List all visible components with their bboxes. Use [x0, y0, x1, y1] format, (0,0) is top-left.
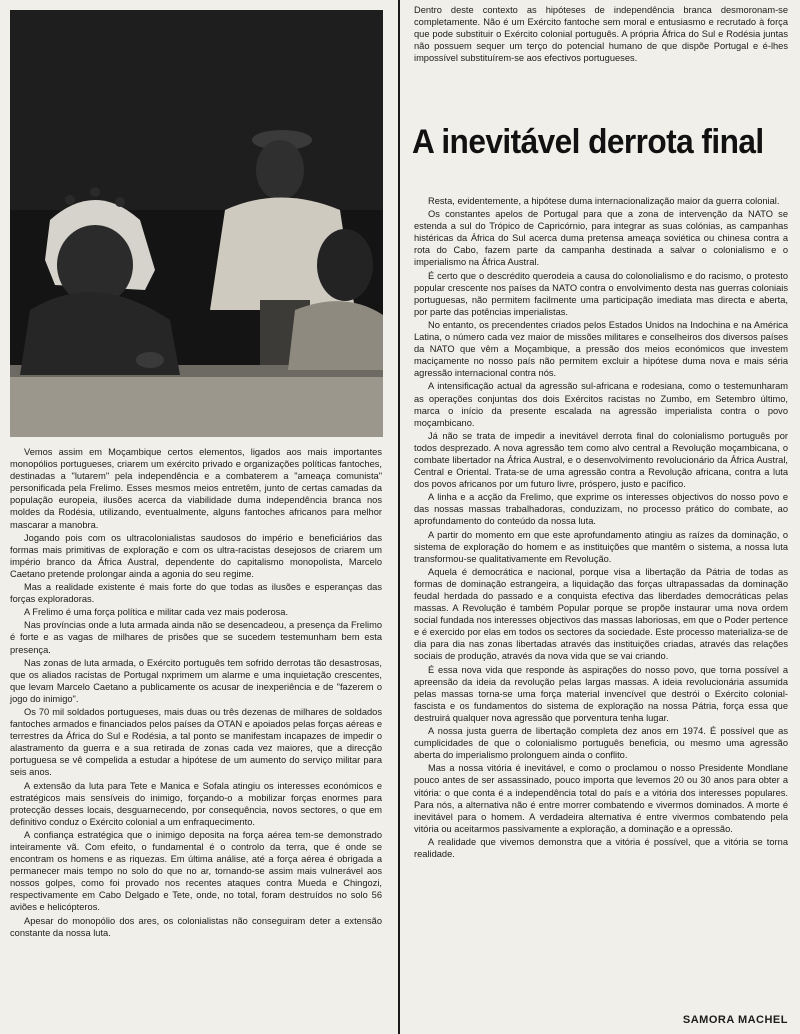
left-column-text — [10, 446, 382, 940]
paragraph: A linha e a acção da Frelimo, que exprime os interesses objectivos do nosso povo e das nossas massas trabalhadoras, conduzizam, no processo prático do combate, ao aprofundamento do conteúdo da nossa luta. — [414, 492, 788, 527]
paragraph: Vemos assim em Moçambique certos elementos, ligados aos mais importantes monopólios portugueses, criarem um exército privado e organizações políticas fantoches, destinadas a "lutarem" pela independência e a combaterem a "ameaça comunista" personificada pela Frelimo. Esses mesmos meios entretêm, junto de certas camadas da população europeia, ilusões acerca da viabilidade duma independência branca nos moldes da Rodésia, utilizando, eventualmente, alguns fantoches africanos para melhor mascarar a manobra. — [10, 447, 382, 530]
right-top-text — [414, 4, 788, 65]
paragraph: Resta, evidentemente, a hipótese duma internacionalização maior da guerra colonial. — [428, 196, 780, 206]
paragraph: Aquela é democrática e nacional, porque visa a libertação da Pátria de todas as formas de dominação estrangeira, a liquidação das forças ultrapassadas da dominação feudal herdada do passado e a conquista efectiva das liberdades democráticas pelas massas. A Revolução é também Popular porque se propõe instaurar uma nova ordem social fundada nos interesses objectivos das massas laboriosas, em que o Poder pertence e é exercido por elas em todos os sectores da sociedade. Este processo materializa-se de dia para dia nas zonas libertadas através das instituições criadas, através das relações sociais de produção, através da nova vida que se vai criando. — [414, 566, 788, 662]
paragraph: Jogando pois com os ultracolonialistas saudosos do império e beneficiários das formas mais primitivas de exploração e com os ultra-racistas desejosos de criarem um império branco da África Austral, dependente do capitalismo monopolista, Marcelo Caetano pretende prolongar ainda a agonia do seu regime. — [10, 532, 382, 579]
photo-image — [10, 10, 383, 437]
article-title: A inevitável derrota final — [412, 123, 764, 161]
column-divider — [398, 0, 400, 1034]
paragraph: A extensão da luta para Tete e Manica e Sofala atingiu os interesses económicos e estratégicos mais sensíveis do inimigo, forçando-o a mobilizar forças enormes para protecção desses locais, desguarnecendo, por consequência, novos sectores, o que em definitivo conduz o Exército colonial a um enfraquecimento. — [10, 780, 382, 827]
paragraph: A intensificação actual da agressão sul-africana e rodesiana, como o testemunharam as operações conjuntas dos dois Exércitos racistas no Zumbo, em Setembro último, marca o início da presente escalada na agressão imperialista contra o povo moçambicano. — [414, 381, 788, 428]
paragraph: Os constantes apelos de Portugal para que a zona de intervenção da NATO se estenda a sul do Trópico de Capricórnio, para integrar as suas colónias, as campanhas histéricas da África do Sul acerca duma pretensa ameaça soviética ou chinesa contra a rota do Cabo, fazem parte da campanha destinada a salvar o colonialismo e o imperialismo na África Austral. — [414, 209, 788, 268]
paragraph: Nas províncias onde a luta armada ainda não se desencadeou, a presença da Frelimo é forte e as vagas de milhares de prisões que se sucedem testemunham bem esta presença. — [10, 620, 382, 655]
paragraph: Os 70 mil soldados portugueses, mais duas ou três dezenas de milhares de soldados fantoches armados e financiados pelos países da OTAN e apoiados pelas forças aéreas e terrestres da África do Sul e Rodésia, a tal ponto se manifestam incapazes de impedir o alastramento da guerra e a sua retirada de zonas cada vez maiores, que a direcção portuguesa se vê compelida a estudar a hipótese de um aumento do serviço militar para seis anos. — [10, 706, 382, 778]
paragraph: Mas a realidade existente é mais forte do que todas as ilusões e esperanças das forças exploradoras. — [10, 582, 382, 605]
paragraph: A realidade que vivemos demonstra que a vitória é possível, que a vitória se torna realidade. — [414, 836, 788, 859]
paragraph: A confiança estratégica que o inimigo deposita na força aérea tem-se demonstrado inteiramente vã. Com efeito, o fundamental é o controlo da terra, que é onde se encontram os homens e as riquezas. Em última análise, até a força aérea é obrigada a permanecer mais tempo no solo do que no ar, tornando-se assim mais vulnerável aos nossos golpes, como foi provado nos recentes ataques contra Mueda e Chingozi, respectivamente em Cabo Delgado e Tete, onde, no total, foram destruídos no solo 56 aviões e helicópteros. — [10, 829, 382, 913]
paragraph: Já não se trata de impedir a inevitável derrota final do colonialismo português por todos desprezado. A nova agressão tem como alvo central a Revolução moçambicana, o combate libertador na África Austral, e o desenvolvimento revolucionário da África Austral, Central e Oriental. Trata-se de uma agressão contra a Revolução africana, contra a luta dos povos africanos por um futuro livre, próspero, justo e pacífico. — [414, 430, 788, 490]
paragraph: É certo que o descrédito querodeia a causa do colonolialismo e do racismo, o protesto popular crescente nos países da NATO contra o envolvimento desta nas guerras coloniais portuguesas, não permitem facilmente uma participação imediata mas directa e aberta, por parte das potências imperialistas. — [414, 270, 788, 317]
paragraph: Dentro deste contexto as hipóteses de independência branca desmoronam-se completamente. Não é um Exército fantoche sem moral e entusiasmo e recrutado à força que pode substituir o Exército colonial português. A própria África do Sul e Rodésia juntas não possuem sequer um terço do potencial humano de que dispõe Portugal e é-lhes impossível substituírem-se aos efectivos portugueses. — [414, 5, 788, 64]
paragraph: É essa nova vida que responde às aspirações do nosso povo, que torna possível a apreensão da ideia da revolução pelas largas massas. A ideia revolucionária assumida pelas massas torna-se uma força material invencível que destrói o Exército colonial-fascista e os fundamentos do sistema de exploração na nossa Pátria, força essa que destruirá qualquer nova agressão que porventura tenha lugar. — [414, 664, 788, 723]
author-signature: SAMORA MACHEL — [682, 1014, 788, 1026]
photo-guerrilla-fighters — [10, 10, 383, 437]
right-main-text — [414, 195, 788, 861]
paragraph: A nossa justa guerra de libertação completa dez anos em 1974. É possível que as cumplicidades de que o colonialismo português beneficia, ou mesmo uma agressão aberta do imperialismo prolonguem ainda o conflito. — [414, 726, 788, 761]
paragraph: Mas a nossa vitória é inevitável, e como o proclamou o nosso Presidente Mondlane pouco antes de ser assassinado, pouco importa que levemos 20 ou 30 anos para obter a vitória: o que conta é a independência total do país e a vitória dos interesses populares. Para nós, a alternativa não é entre morrer combatendo e vivermos dominados. A morte é inevitável para o homem. A verdadeira alternativa é entre vivermos combatendo pela vitória ou aceitarmos passivamente a exploração, a dominação e a opressão. — [414, 763, 788, 834]
paragraph: A partir do momento em que este aprofundamento atingiu as raízes da dominação, o sistema de exploração do homem e as instituições que mantêm o sistema, a nossa luta transformou-se qualitativamente em Revolução. — [414, 529, 788, 564]
paragraph: No entanto, os precendentes criados pelos Estados Unidos na Indochina e na América Latina, o número cada vez maior de missões militares e conselheiros dos diversos países da NATO que vêm a Moçambique, a pressão dos meios económicos que investem maciçamente no nosso país não permitem excluir a hipótese duma nova e mais séria agressão internacional contra nós. — [414, 319, 788, 379]
paragraph: Nas zonas de luta armada, o Exército português tem sofrido derrotas tão desastrosas, que os aliados racistas de Portugal nxprimem um alarme e uma inquietação crescentes, que levam Marcelo Caetano a publicamente os acusar de inexperiência e de "fazerem o jogo do inimigo". — [10, 657, 382, 704]
paragraph: Apesar do monopólio dos ares, os colonialistas não conseguiram deter a extensão constante da nossa luta. — [10, 915, 382, 938]
paragraph: A Frelimo é uma força política e militar cada vez mais poderosa. — [24, 607, 289, 618]
